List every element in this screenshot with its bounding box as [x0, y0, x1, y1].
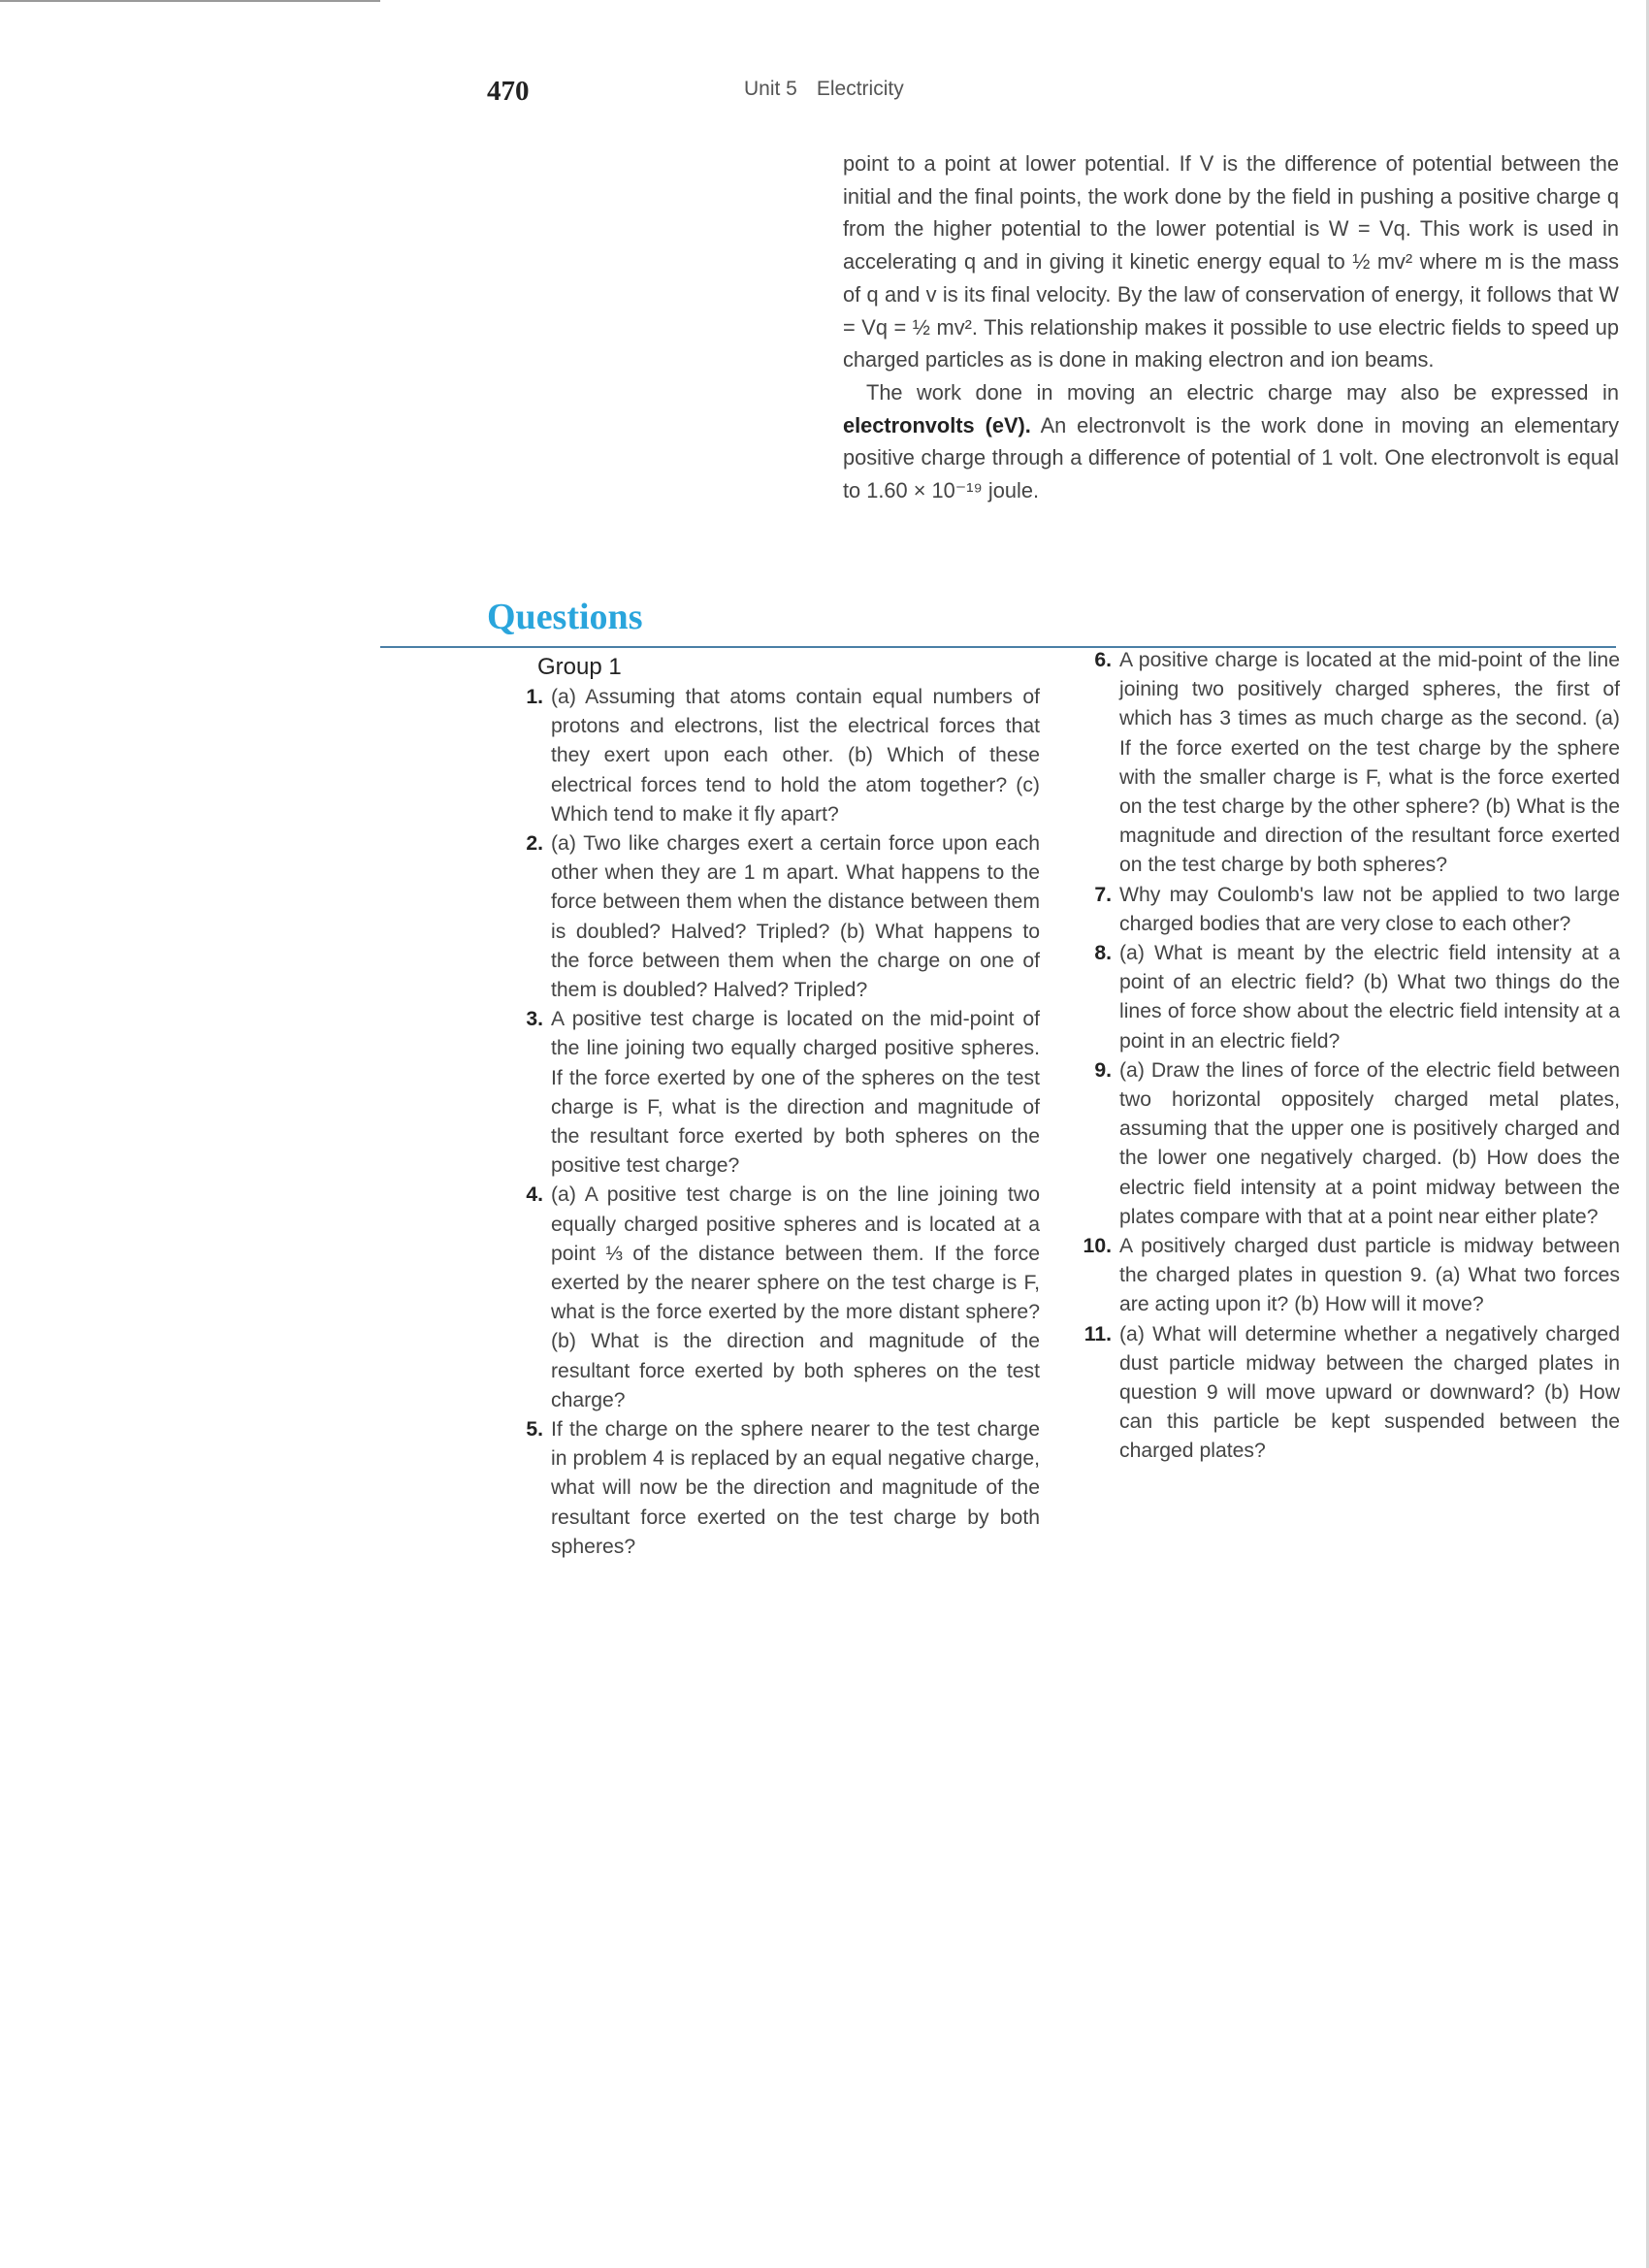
question-number: 11.: [1083, 1322, 1112, 1345]
question-item: [506, 1181, 1040, 1415]
question-text: (a) What is meant by the electric field intensity at a point of an electric field? (b) What two things do the lines of force show about the electric field intensity at a point in an electric field?: [1119, 942, 1620, 1053]
question-item: [506, 1415, 1040, 1562]
question-item: [1075, 1232, 1620, 1320]
question-number: 4.: [526, 1183, 543, 1207]
question-text: A positive charge is located at the mid-point of the line joining two positively charged spheres, the first of which has 3 times as much charge as the second. (a) If the force exerted on the test charge by the sphere with the smaller charge is F, what is the force exerted on the test charge by the other sphere? (b) What is the magnitude and direction of the resultant force exerted on the test charge by both spheres?: [1119, 649, 1620, 877]
question-item: [1075, 881, 1620, 939]
question-item: [506, 829, 1040, 1005]
question-text: If the charge on the sphere nearer to the test charge in problem 4 is replaced by an equal negative charge, what will now be the direction and magnitude of the resultant force exerted on the test charge by both spheres?: [551, 1418, 1040, 1558]
questions-right-column: [1075, 646, 1620, 1467]
intro-paragraph-1: point to a point at lower potential. If V is the difference of potential between the initial and the final points, the work done by the field in pushing a positive charge q from the higher potential to the lower potential is W = Vq. This work is used in accelerating q and in giving it kinetic energy equal to ½ mv² where m is the mass of q and v is its final velocity. By the law of conservation of energy, it follows that W = Vq = ½ mv². This relationship makes it possible to use electric fields to speed up charged particles as is done in making electron and ion beams.: [843, 151, 1619, 373]
group-title: Group 1: [537, 654, 622, 680]
question-text: (a) What will determine whether a negatively charged dust particle midway between the charged plates in question 9 will move upward or downward? (b) How can this particle be kept suspended between the charged plates?: [1119, 1322, 1620, 1463]
question-number: 8.: [1094, 942, 1112, 965]
question-text: (a) Draw the lines of force of the electric field between two horizontal oppositely charged metal plates, assuming that the upper one is positively charged and the lower one negatively charged. (b) How does the electric field intensity at a point midway between the plates compare with that at a point near either plate?: [1119, 1058, 1620, 1228]
intro-paragraph-2: [843, 376, 1619, 507]
question-text: Why may Coulomb's law not be applied to two large charged bodies that are very close to each other?: [1119, 883, 1620, 935]
question-item: [1075, 646, 1620, 881]
question-item: [506, 1005, 1040, 1181]
question-text: A positive test charge is located on the mid-point of the line joining two equally charged positive spheres. If the force exerted by one of the spheres on the test charge is F, what is the direction and magnitude of the resultant force exerted by both spheres on the positive test charge?: [551, 1008, 1040, 1178]
intro-paragraph-2-rest: An electronvolt is the work done in moving an elementary positive charge through a difference of potential of 1 volt. One electronvolt is equal to 1.60 × 10⁻¹⁹ joule.: [843, 412, 1619, 503]
question-text: A positively charged dust particle is midway between the charged plates in question 9. (a) What two forces are acting upon it? (b) How will it move?: [1119, 1235, 1620, 1316]
question-number: 5.: [526, 1418, 543, 1442]
running-head-chapter: Electricity: [816, 78, 904, 100]
question-item: [506, 683, 1040, 829]
running-head-unit: Unit 5: [744, 78, 797, 100]
questions-heading: Questions: [487, 597, 643, 637]
question-number: 1.: [526, 686, 543, 708]
scan-edge-top: [0, 0, 380, 2]
question-text: (a) Assuming that atoms contain equal numbers of protons and electrons, list the electrical forces that they exert upon each other. (b) Which of these electrical forces tend to hold the atom together? (c) Which tend to make it fly apart?: [551, 686, 1040, 826]
question-text: (a) A positive test charge is on the line joining two equally charged positive spheres and is located at a point ⅓ of the distance between them. If the force exerted by the nearer sphere on the test charge is F, what is the force exerted by the more distant sphere? (b) What is the direction and magnitude of the resultant force exerted by both spheres on the test charge?: [551, 1183, 1040, 1411]
question-text: (a) Two like charges exert a certain force upon each other when they are 1 m apart. What happens to the force between them when the distance between them is doubled? Halved? Tripled? (b) What happens to the force between them when the charge on one of them is doubled? Halved? Tripled?: [551, 832, 1040, 1002]
question-number: 7.: [1094, 883, 1112, 906]
questions-left-column: [506, 683, 1040, 1562]
question-item: [1075, 939, 1620, 1056]
question-item: [1075, 1320, 1620, 1467]
question-number: 6.: [1094, 649, 1112, 671]
question-item: [1075, 1056, 1620, 1232]
question-number: 3.: [526, 1008, 543, 1031]
intro-text: [843, 147, 1619, 507]
question-number: 2.: [526, 832, 543, 856]
electronvolt-term: electronvolts (eV).: [843, 412, 1031, 437]
running-head: [744, 78, 904, 101]
question-number: 9.: [1094, 1058, 1112, 1082]
page-number: 470: [487, 76, 530, 107]
intro-paragraph-2-lead: The work done in moving an electric charge may also be expressed in: [866, 379, 1619, 405]
question-number: 10.: [1083, 1235, 1112, 1258]
